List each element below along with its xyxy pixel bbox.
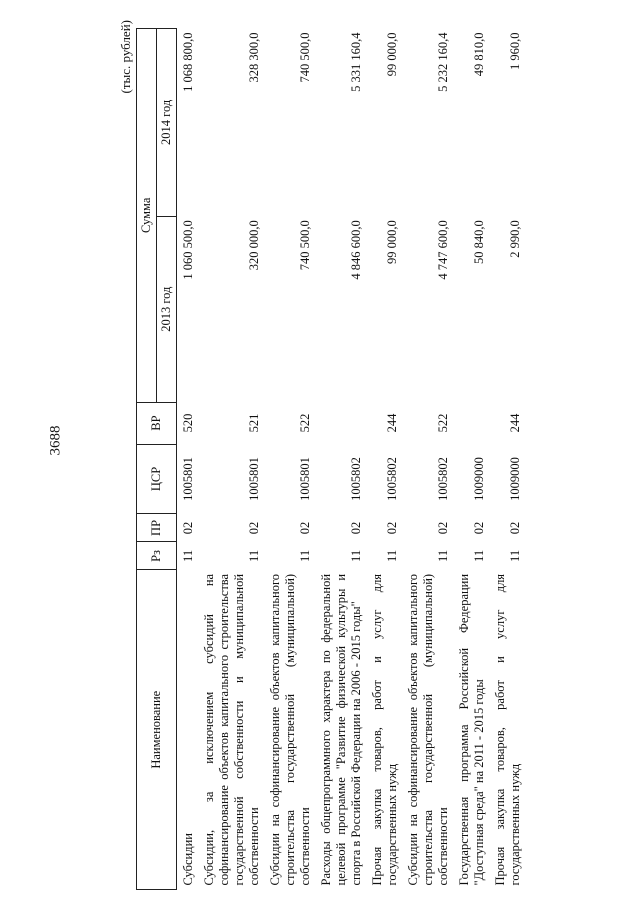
row-pr: 02	[508, 521, 522, 535]
row-csr: 1005801	[298, 457, 312, 501]
row-sum-2013: 740 500,0	[298, 220, 312, 271]
row-sum-2014: 1 068 800,0	[181, 32, 195, 92]
document-page	[118, 20, 628, 890]
row-vr: 521	[247, 413, 261, 433]
row-pr: 02	[385, 521, 399, 535]
row-rz: 11	[349, 549, 363, 562]
row-vr: 244	[508, 413, 522, 433]
row-pr: 02	[436, 521, 450, 535]
table-row	[367, 29, 403, 890]
table-row	[199, 29, 265, 890]
row-sum-2014: 5 232 160,4	[436, 32, 450, 92]
row-rz: 11	[436, 549, 450, 562]
row-rz: 11	[298, 549, 312, 562]
row-vr: 522	[298, 413, 312, 433]
header-csr: ЦСР	[137, 444, 177, 514]
row-name: Субсидии, за исключением субсидий на софинансирование объектов капитального строительства государственной собственности и муниципальной собственности	[202, 573, 261, 886]
header-rz: Рз	[137, 542, 177, 570]
row-vr: 522	[436, 413, 450, 433]
row-sum-2013: 50 840,0	[472, 220, 486, 265]
row-name: Прочая закупка товаров, работ и услуг для государственных нужд	[370, 573, 399, 886]
row-sum-2014: 99 000,0	[385, 32, 399, 77]
row-vr: 520	[181, 413, 195, 433]
row-name: Субсидии на софинансирование объектов капитального строительства государственной (муниципальной) собственности	[268, 573, 312, 886]
table-row	[177, 29, 200, 890]
row-vr: 244	[385, 413, 399, 433]
table-row	[490, 29, 526, 890]
header-sum: Сумма	[137, 29, 157, 403]
row-rz: 11	[472, 549, 486, 562]
row-pr: 02	[247, 521, 261, 535]
row-rz: 11	[247, 549, 261, 562]
row-sum-2013: 2 990,0	[508, 220, 522, 258]
row-csr: 1009000	[508, 457, 522, 501]
row-sum-2013: 99 000,0	[385, 220, 399, 265]
row-sum-2014: 740 500,0	[298, 32, 312, 83]
row-sum-2014: 49 810,0	[472, 32, 486, 77]
table-row	[403, 29, 454, 890]
row-csr: 1005802	[385, 457, 399, 501]
header-2014: 2014 год	[157, 29, 177, 217]
header-pr: ПР	[137, 514, 177, 542]
row-name: Расходы общепрограммного характера по федеральной целевой программе "Развитие физической культуры и спорта в Российской Федерации на 2006 - 2015 годы"	[319, 573, 363, 886]
table-body	[177, 29, 527, 890]
row-name: Государственная программа Российской Федерации "Доступная среда" на 2011 - 2015 годы	[457, 573, 486, 886]
row-rz: 11	[181, 549, 195, 562]
row-csr: 1005802	[349, 457, 363, 501]
row-sum-2013: 4 747 600,0	[436, 220, 450, 280]
row-pr: 02	[349, 521, 363, 535]
row-csr: 1005801	[247, 457, 261, 501]
row-sum-2014: 1 960,0	[508, 32, 522, 70]
row-name: Субсидии на софинансирование объектов капитального строительства государственной (муниципальной) собственности	[406, 573, 450, 886]
row-name: Субсидии	[181, 833, 195, 886]
row-vr	[454, 402, 490, 444]
header-2013: 2013 год	[157, 216, 177, 402]
table-row	[265, 29, 316, 890]
row-sum-2013: 4 846 600,0	[349, 220, 363, 280]
row-vr	[316, 402, 367, 444]
units-label: (тыс. рублей)	[118, 20, 133, 94]
row-rz: 11	[385, 549, 399, 562]
row-pr: 02	[298, 521, 312, 535]
row-rz: 11	[508, 549, 522, 562]
row-pr: 02	[472, 521, 486, 535]
header-name: Наименование	[137, 570, 177, 890]
row-csr: 1005802	[436, 457, 450, 501]
table-row	[454, 29, 490, 890]
page-number: 3688	[47, 425, 64, 456]
row-csr: 1009000	[472, 457, 486, 501]
table-header	[137, 29, 177, 890]
row-sum-2013: 320 000,0	[247, 220, 261, 271]
row-sum-2014: 5 331 160,4	[349, 32, 363, 92]
header-vr: ВР	[137, 402, 177, 444]
row-sum-2013: 1 060 500,0	[181, 220, 195, 280]
table-row	[316, 29, 367, 890]
row-sum-2014: 328 300,0	[247, 32, 261, 83]
row-name: Прочая закупка товаров, работ и услуг для государственных нужд	[493, 573, 522, 886]
row-pr: 02	[181, 521, 195, 535]
row-csr: 1005801	[181, 457, 195, 501]
budget-table	[136, 28, 526, 890]
